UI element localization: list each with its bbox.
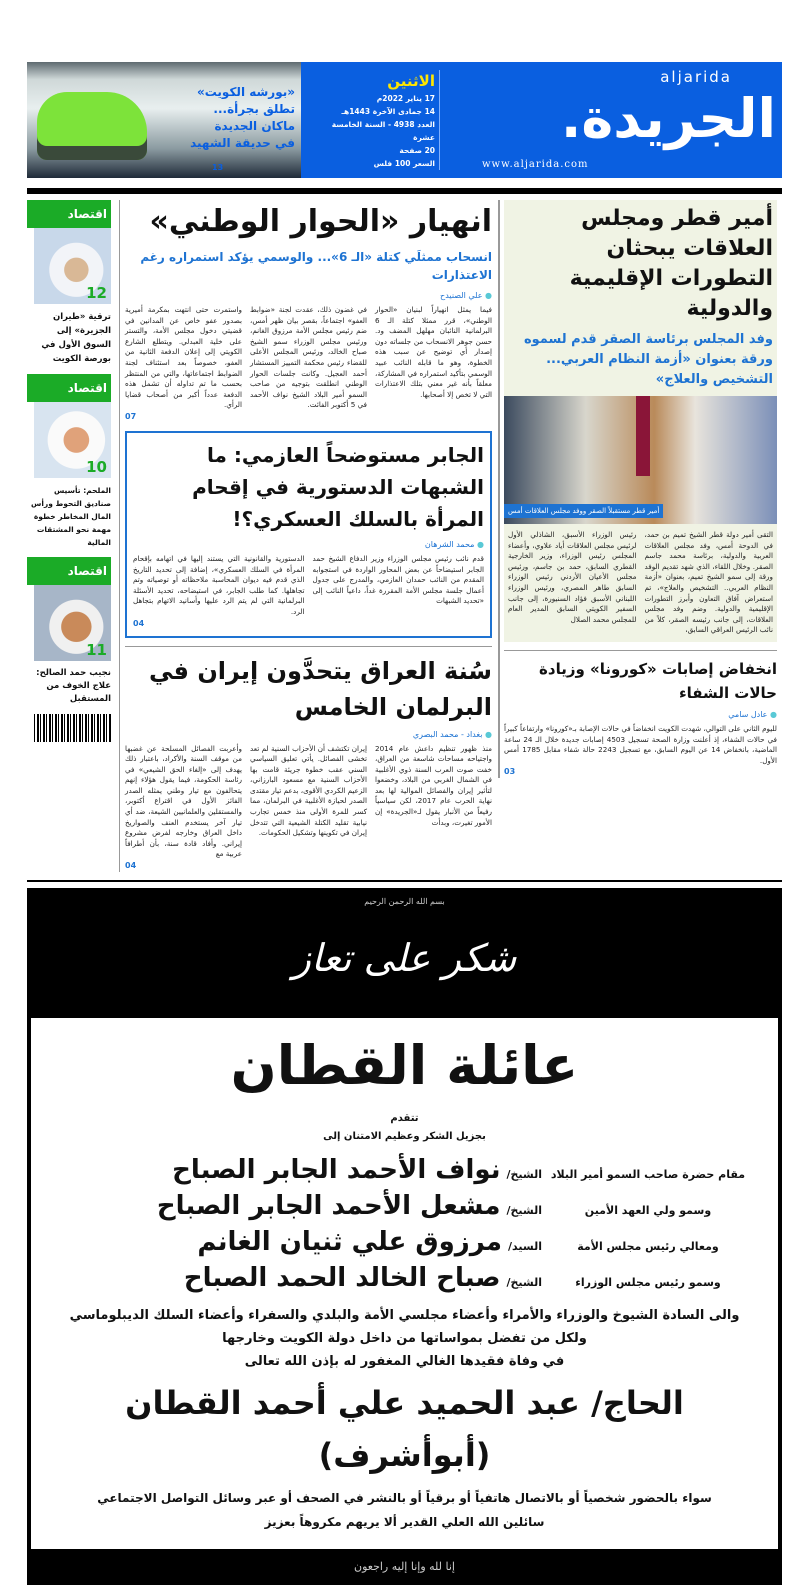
date-hijri: 14 جمادى الآخرة 1443هـ xyxy=(341,107,435,116)
body-col-3: وأعربت الفصائل المسلحة عن غضبها من موقف السنة والأكراد، باعتبار ذلك يهدف إلى «إلغاء الحق الشيعي» في رئاسة الحكومة، فيما يقول هؤلاء إنهم يتحالفون مع تيار وطني يمثله الصدر الفائز الأول في اقتراع أكتوبر، والمستقلين والعلمانيين الشيعة، ضد أي تيار آخر يستخدم العنف والصواريخ داخل العراق وخارجه لفرض مشروع إيراني. وأفاد قادة سنة، بأن أطرافاً عربية مع xyxy=(125,743,242,859)
logo xyxy=(457,62,782,178)
masthead xyxy=(27,62,782,178)
family-name: عائلة القطان xyxy=(230,1034,579,1098)
byline: ● عادل سامي xyxy=(504,709,777,721)
dignitary-row xyxy=(61,1188,748,1224)
honorific: الشيخ/ xyxy=(506,1276,542,1290)
sidebar-caption[interactable]: نجيب حمد الصالح: علاج الخوف من المستقبل xyxy=(36,668,111,704)
subheadline: انسحاب ممثلَي كتلة «الـ 6»... والوسمي يؤكد استمراره رغم الاعتذارات xyxy=(140,250,492,282)
sidebar-caption[interactable]: ترقية «طيران الجزيرة» إلى السوق الأول في بورصة الكويت xyxy=(41,312,111,364)
thanks-paragraph-1: والى السادة الشيوخ والوزراء والأمراء وأعضاء مجلسي الأمة والبلدي والسفراء وأعضاء السلك الديبلوماسي xyxy=(69,1308,740,1324)
promo-line-2: تطلق بجرأة... xyxy=(213,102,295,116)
condolence-ad xyxy=(27,888,782,1585)
ad-footer: إنا لله وإنا إليه راجعون xyxy=(354,1560,455,1574)
dignitary-row xyxy=(61,1224,748,1260)
story-dialogue[interactable] xyxy=(125,200,492,423)
subheadline: وفد المجلس برئاسة الصقر قدم لسموه ورقة بعنوان «أزمة النظام العربي... التشخيص والعلاج» xyxy=(523,332,773,387)
sidebar-photo[interactable] xyxy=(34,402,111,478)
section-tag-economy[interactable]: اقتصاد xyxy=(27,200,111,228)
photo-caption: أمير قطر مستقبلاً الصقر ووفد مجلس العلاقات أمس xyxy=(504,504,663,518)
basmala: بسم الله الرحمن الرحيم xyxy=(364,897,445,907)
body-col-1: فيما يمثل انهياراً لبنيان «الحوار الوطني»، قرر ممثلا كتلة الـ 6 البرلمانية النائبان مهلهل المضف ود. حسن جوهر الانسحاب من جلساته دون إصدار أي توضيح عن سبب هذه الخطوة، وهو ما قابله النائب عبيد الوسمي بتأكيد استمراره في المشاركة، معلقاً بأنه غير معني بتلك الاعتذارات التي لا تخص إلا أصحابها. xyxy=(375,305,492,399)
page-number: 11 xyxy=(86,641,107,659)
promo-page-ref[interactable]: 13 xyxy=(212,163,224,172)
name: صباح الخالد الحمد الصباح xyxy=(183,1263,501,1294)
sidebar-caption[interactable]: الملحم: تأسيس صناديق التحوط ورأس المال المخاطر خطوة مهمة نحو المشتقات المالية xyxy=(30,486,111,547)
dignitary-row xyxy=(61,1260,748,1296)
story-iraq[interactable] xyxy=(125,646,492,873)
section-tag-economy[interactable]: اقتصاد xyxy=(27,374,111,402)
barcode xyxy=(34,714,111,742)
news-section xyxy=(27,200,782,872)
right-column xyxy=(498,200,777,778)
sidebar-item[interactable] xyxy=(27,374,111,549)
promo-line-1: «بورشه الكويت» xyxy=(196,85,295,99)
byline: ● بغداد - محمد البصري xyxy=(125,729,492,741)
promo-photo[interactable] xyxy=(27,62,301,178)
ad-body xyxy=(31,1018,778,1549)
dignitaries-list xyxy=(61,1152,748,1296)
intro-line-1: تتقدم xyxy=(390,1113,419,1125)
byline: ● محمد الشرهان xyxy=(133,539,484,551)
story-military[interactable] xyxy=(125,431,492,638)
page-number: 12 xyxy=(86,284,107,302)
qatar-meeting-photo[interactable] xyxy=(504,396,777,524)
page-ref[interactable]: 04 xyxy=(125,861,137,871)
name: نواف الأحمد الجابر الصباح xyxy=(172,1155,501,1186)
page-number: 10 xyxy=(86,458,107,476)
closing-line-1: سواء بالحضور شخصياً أو بالاتصال هاتفياً أو برقياً أو بالنشر في الصحف أو عبر وسائل التواصل الاجتماعي xyxy=(97,1491,712,1506)
logo-latin: aljarida xyxy=(660,68,732,86)
website: www.aljarida.com xyxy=(482,159,589,170)
intro-line-2: بجزيل الشكر وعظيم الامتنان إلى xyxy=(323,1131,486,1143)
closing-line-2: سائلين الله العلي القدير ألا يريهم مكروهاً بعزيز xyxy=(264,1515,545,1530)
sidebar-item[interactable] xyxy=(27,200,111,366)
role: وسمو رئيس مجلس الوزراء xyxy=(575,1276,721,1290)
byline: ● علي الصنيدح xyxy=(125,290,492,302)
center-column xyxy=(119,200,492,872)
page-ref[interactable]: 03 xyxy=(504,767,516,777)
sidebar-photo[interactable] xyxy=(34,585,111,661)
body-col-1: التقى أمير دولة قطر الشيخ تميم بن حمد، في الدوحة أمس، وفد مجلس العلاقات العربية والدولية، برئاسة محمد جاسم الصقر. وخلال اللقاء، الذي شهد تقديم الوفد ورقة إلى سمو الشيخ تميم، بعنوان «أزمة النظام العربي.. التشخيص والعلاج»، تم استعراض آفاق التعاون وأبرز التطورات الإقليمية والدولية. وضم وفد مجلس العلاقات، إلى جانب رئيسه الصقر، كلاً من نائب الرئيس العراقي السابق، xyxy=(644,530,773,635)
body-col-2: في غضون ذلك، عقدت لجنة «ضوابط العفو» اجتماعاً، بقصر بيان ظهر أمس، ضم رئيس مجلس الأمة مرزوق الغانم، ورئيس مجلس الوزراء سمو الشيخ صباح الخالد، ورئيس المجلس الأعلى للقضاء رئيس محكمة التمييز المستشار أحمد العجيل. وكانت جلسات الحوار الوطني انطلقت بتوجيه من صاحب السمو أمير البلاد الشيخ نواف الأحمد في 5 أكتوبر الفائت. xyxy=(250,305,367,410)
promo-line-3: ماكان الجديدة xyxy=(214,119,295,133)
date-gregorian: 17 يناير 2022م xyxy=(376,94,435,103)
thanks-paragraph-2: ولكل من تفضل بمواساتها من داخل دولة الكويت وخارجها xyxy=(222,1331,587,1347)
headline[interactable]: أمير قطر ومجلس العلاقات يبحثان التطورات الإقليمية والدولية xyxy=(569,206,773,321)
role: وسمو ولي العهد الأمين xyxy=(584,1204,712,1218)
honorific: الشيخ/ xyxy=(506,1204,542,1218)
body-col-2: الدستورية والقانونية التي يستند إليها في اتهامه بإقحام المرأة في السلك العسكري»، إضافة إلى تحديد التاريخ الذي قدم فيه ديوان المحاسبة ملاحظاته أو توصياته وتم تجاهلها. كما طلب الجابر، في استيضاحه، تحديد الأسئلة البرلمانية التي لم يتم الرد عليها وأسانيد الاتهام بتجاهل الرد. xyxy=(133,553,305,616)
ad-title: شكر على تعاز xyxy=(292,936,517,981)
role: ومعالي رئيس مجلس الأمة xyxy=(577,1240,719,1254)
thanks-paragraph-3: في وفاة فقيدها الغالي المغفور له بإذن الله تعالى xyxy=(244,1354,565,1370)
headline[interactable]: انهيار «الحوار الوطني» xyxy=(149,204,492,239)
name: مرزوق علي ثنيان الغانم xyxy=(197,1227,503,1258)
logo-arabic: الجريدة. xyxy=(560,87,776,150)
promo-line-4: في حديقة الشهيد xyxy=(190,136,295,150)
headline[interactable]: سُنة العراق يتحدَّون إيران في البرلمان الخامس xyxy=(148,656,492,721)
body-col-2: إيران تكتشف أن الأحزاب السنية لم تعد تخشى الفصائل. يأتي تعليق السياسي السني عقب خطوة جريئة قامت بها الأحزاب السنية مع مسعود البارزاني، الزعيم الكردي الأقوى، بدعم تيار مقتدى الصدر لحيازة الأغلبية في البرلمان، مما كسر للمرة الأولى منذ خمس تجارب نيابية تقليد الكتلة الشيعية التي تتدخل إيران في تكوينها وتشكيل الحكومات. xyxy=(250,743,367,838)
role: مقام حضرة صاحب السمو أمير البلاد xyxy=(550,1168,746,1182)
ad-rule xyxy=(27,880,782,882)
section-tag-economy[interactable]: اقتصاد xyxy=(27,557,111,585)
price: السعر 100 فلس xyxy=(373,159,435,168)
honorific: السيد/ xyxy=(508,1240,542,1254)
body: لليوم الثاني على التوالي، شهدت الكويت انخفاضاً في حالات الإصابة بـ«كورونا» وارتفاعاً كبيراً في حالات الشفاء، إذ أعلنت وزارة الصحة تسجيل 4503 إصابات جديدة خلال الـ 24 ساعة الماضية، بانخفاض 14 عن اليوم السابق، مع تسجيل 2243 حالة شفاء مقابل 1785 أمس الأول. xyxy=(504,723,777,765)
flag xyxy=(636,396,650,476)
story-qatar[interactable] xyxy=(504,200,777,642)
sidebar-item[interactable] xyxy=(27,557,111,706)
issue-number: العدد 4938 - السنة الخامسة عشرة xyxy=(331,120,435,142)
headline[interactable]: الجابر مستوضحاً العازمي: ما الشبهات الدستورية في إقحام المرأة بالسلك العسكري؟! xyxy=(192,442,484,531)
honorific: الشيخ/ xyxy=(506,1168,542,1182)
car-image xyxy=(37,92,147,160)
page-ref[interactable]: 04 xyxy=(133,618,145,628)
headline[interactable]: انخفاض إصابات «كورونا» وزيادة حالات الشفاء xyxy=(539,659,777,702)
name: مشعل الأحمد الجابر الصباح xyxy=(156,1191,501,1222)
page-ref[interactable]: 07 xyxy=(125,411,137,421)
page-count: 20 صفحة xyxy=(399,146,435,155)
dignitary-row xyxy=(61,1152,748,1188)
deceased-name: الحاج/ عبد الحميد علي أحمد القطان (أبوأشرف) xyxy=(125,1384,684,1475)
story-corona[interactable] xyxy=(504,650,777,778)
day: الاثنين xyxy=(387,72,435,90)
masthead-rule xyxy=(27,188,782,194)
body-col-2: رئيس الوزراء الأسبق، الشاذلي الأول لرئيس مجلس العلاقات أياد علاوي، وأعضاء المجلس رئيس الوزراء، وزير الخارجية القطري السابق، حمد بن جاسم، ورئيس مجلس الأعيان الأردني رئيس الوزراء السابق طاهر المصري، ورئيس الوزراء اللبناني الأسبق فؤاد السنيورة، إلى جانب السفير الكويتي السابق المدير العام للمجلس محمد الصلال xyxy=(508,530,637,624)
issue-info xyxy=(310,70,440,170)
body-col-3: واستمرت حتى انتهت بمكرمة أميرية بصدور عفو خاص عن المدانين في قضيتي دخول مجلس الأمة، والتستر على خلية العبدلي. ويتطلع الشارع الكويتي إلى إعلان الدفعة الثانية من العفو، خصوصاً بعد استئناف لجنة الضوابط اجتماعاتها، والتي من المنتظر بحسب ما تم تداوله أن تشمل هذه الدفعة عدداً أكبر من أصحاب قضايا الرأي. xyxy=(125,305,242,410)
page-content xyxy=(27,200,782,1585)
body-col-1: منذ ظهور تنظيم داعش عام 2014 واجتياحه مساحات شاسعة من العراق، خفت صوت العرب السنة ذوي الأغلبية في الشمال الغربي من البلاد، وخضعوا لتأثير إيران والفصائل الموالية لها بعد نهاية الحرب عام 2017، لكن سياسياً رفيعاً من الأنبار يقول لـ«الجريدة» إن الأمور تغيرت، وبدأت xyxy=(375,743,492,827)
sidebar-photo[interactable] xyxy=(34,228,111,304)
sidebar xyxy=(27,200,111,742)
body-col-1: قدم نائب رئيس مجلس الوزراء وزير الدفاع الشيخ حمد الجابر استيضاحاً عن بعض المحاور الواردة في استجوابه المقدم من النائب حمدان العازمي، والمدرج على جدول أعمال جلسة مجلس الأمة المقررة غداً، داعياً النائب إلى «تحديد الشبهات xyxy=(312,553,484,606)
